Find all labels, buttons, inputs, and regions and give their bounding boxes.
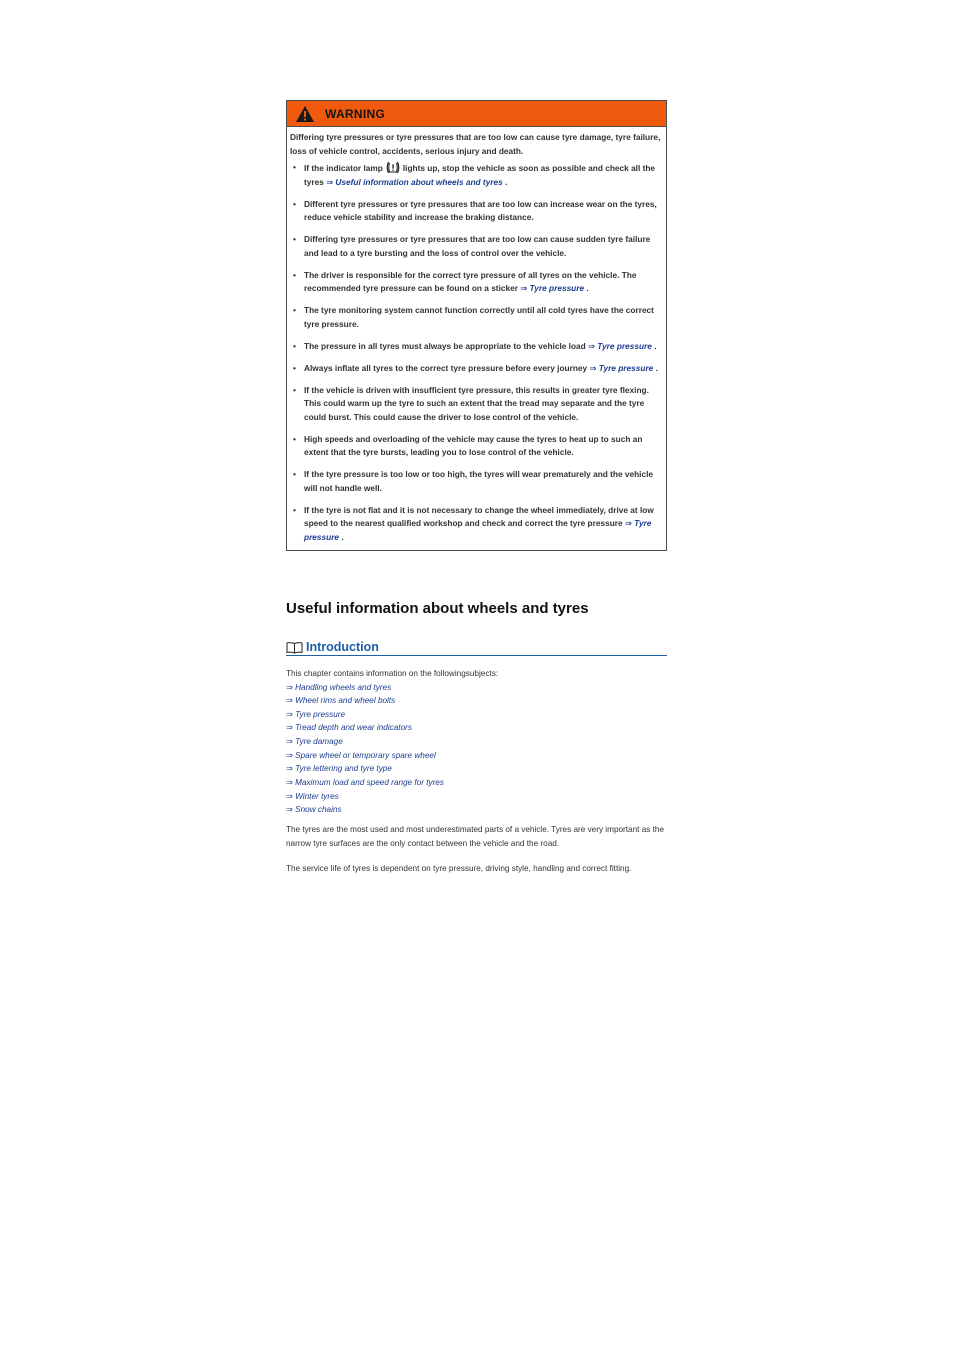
topic-link[interactable]: ⇒ Tyre lettering and tyre type [286,764,392,774]
topic-link[interactable]: ⇒ Spare wheel or temporary spare wheel [286,750,436,760]
list-item [286,776,671,790]
xref-link[interactable]: ⇒ Tyre pressure [589,362,654,373]
warning-item: • If the tyre is not flat and it is not necessary to change the wheel immediately, drive at low speed to the nearest qualified workshop and check and correct the tyre pressure ⇒ Tyre pressure . [293,504,654,542]
warning-item: • If the indicator lamp lights up, stop the vehicle as soon as possible and check all the tyres ⇒ Useful information about wheels and tyres . [293,162,656,187]
list-item [286,694,671,708]
list-item [286,762,671,776]
topic-link[interactable]: ⇒ Maximum load and speed range for tyres [286,778,444,788]
warning-item: • The tyre monitoring system cannot function correctly until all cold tyres have the correct tyre pressure. [293,305,654,329]
topic-link[interactable]: ⇒ Snow chains [286,805,342,815]
topic-link[interactable]: ⇒ Handling wheels and tyres [286,682,392,692]
topic-link[interactable]: ⇒ Wheel rims and wheel bolts [286,696,396,706]
list-item [286,749,671,763]
chapter-intro: This chapter contains information on the followingsubjects: [286,669,499,678]
xref-link[interactable]: ⇒ Tyre pressure [520,283,585,293]
xref-link[interactable]: ⇒ Useful information about wheels and tyres [326,176,503,187]
topic-link[interactable]: ⇒ Tread depth and wear indicators [286,723,412,733]
topic-link[interactable]: ⇒ Winter tyres [286,791,339,801]
xref-link[interactable]: ⇒ Tyre pressure [588,340,652,351]
chapter-text [286,667,671,876]
warning-title: WARNING [325,106,386,121]
paragraph-service-life: The service life of tyres is dependent on tyre pressure, driving style, handling and correct fitting. [286,864,632,874]
warning-item: • High speeds and overloading of the vehicle may cause the tyres to heat up to such an extent that the tyre bursts, leading you to lose control of the vehicle. [293,433,643,457]
warning-item: • The pressure in all tyres must always be appropriate to the vehicle load ⇒ Tyre pressure . [293,340,657,351]
warning-intro: Differing tyre pressures or tyre pressures that are too low can cause tyre damage, tyre failure, loss of vehicle control, accidents, serious injury and death. [290,132,661,156]
warning-item: • Differing tyre pressures or tyre pressures that are too low can cause sudden tyre failure and lead to a tyre bursting and the loss of control over the vehicle. [293,234,651,258]
section-heading: Useful information about wheels and tyres [286,600,589,617]
list-item [286,790,671,804]
paragraph-tyres: The tyres are the most used and most underestimated parts of a vehicle. Tyres are very important as the narrow tyre surfaces are the only contact between the vehicle and the road. [286,825,665,848]
warning-header [287,101,666,127]
tyre-pressure-lamp-icon [385,161,401,174]
warning-item: • If the vehicle is driven with insufficient tyre pressure, this results in greater tyre flexing. This could warm up the tyre to such an extent that the tread may separate and the tyre could burst. This could cause the driver to lose control of the vehicle. [293,384,649,422]
introduction-heading [286,639,667,656]
list-item [286,735,671,749]
warning-list [290,161,664,544]
list-item [286,681,671,695]
introduction-title: Introduction [306,640,379,654]
list-item [286,721,671,735]
topic-list [286,681,671,818]
xref-link[interactable]: ⇒ Tyre pressure [304,518,652,542]
list-item [286,803,671,817]
warning-item: • Different tyre pressures or tyre pressures that are too low can increase wear on the tyres, reduce vehicle stability and increase the braking distance. [293,198,657,222]
warning-item: • The driver is responsible for the correct tyre pressure of all tyres on the vehicle. The recommended tyre pressure can be found on a sticker ⇒ Tyre pressure . [293,269,637,293]
warning-item: • If the tyre pressure is too low or too high, the tyres will wear prematurely and the vehicle will not handle well. [293,469,654,493]
warning-body [287,127,666,550]
book-icon [286,641,303,654]
warning-box [286,100,667,551]
list-item [286,708,671,722]
topic-link[interactable]: ⇒ Tyre pressure [286,709,346,719]
warning-item: • Always inflate all tyres to the correct tyre pressure before every journey ⇒ Tyre pressure . [293,362,658,373]
topic-link[interactable]: ⇒ Tyre damage [286,737,343,747]
warning-triangle-icon [295,105,315,123]
